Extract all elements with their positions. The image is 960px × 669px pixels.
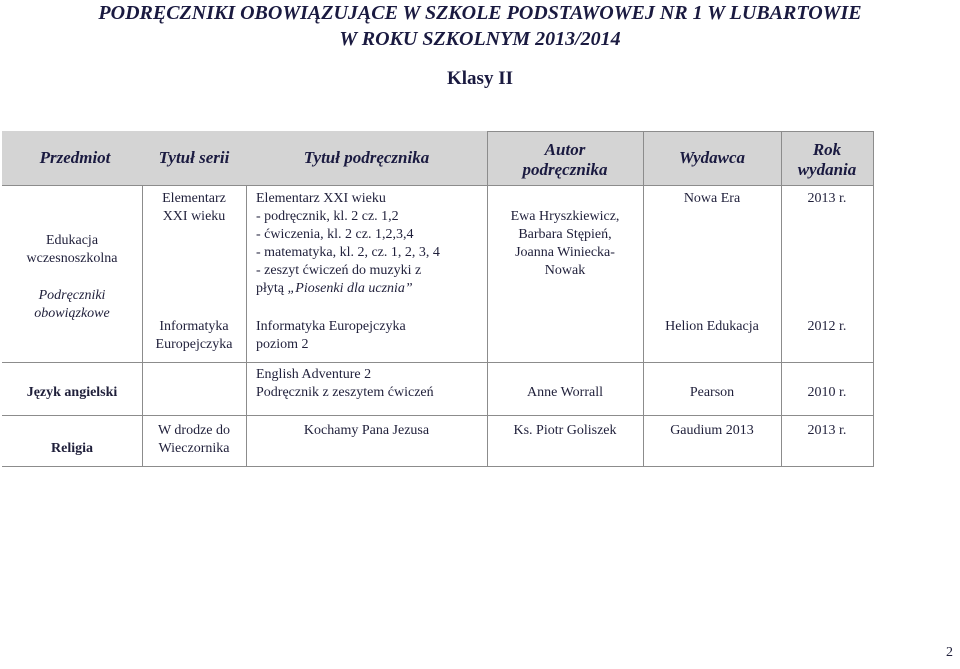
table-border	[643, 131, 644, 466]
book-line: - matematyka, kl. 2, cz. 1, 2, 3, 4	[256, 245, 440, 260]
book-line-prefix: płytą	[256, 281, 288, 296]
table-border	[487, 131, 488, 466]
series-line: Wieczornika	[158, 441, 230, 456]
series-line: XXI wieku	[162, 209, 226, 224]
header-author-line2: podręcznika	[522, 160, 608, 179]
author-english: Anne Worrall	[527, 385, 603, 400]
required-note	[2, 287, 142, 323]
note-line: Podręczniki	[38, 288, 106, 303]
author-line: Nowak	[544, 263, 586, 278]
header-year-line2: wydania	[797, 160, 857, 179]
header-book: Tytuł podręcznika	[303, 148, 430, 167]
table-border	[781, 131, 782, 466]
header-publisher: Wydawca	[678, 148, 746, 167]
document-title-year: W ROKU SZKOLNYM 2013/2014	[339, 28, 621, 50]
series-line: W drodze do	[157, 423, 231, 438]
series-line: Informatyka	[159, 319, 229, 334]
header-year-line1: Rok	[812, 140, 842, 159]
book-elementarz	[256, 190, 484, 298]
author-religion: Ks. Piotr Goliszek	[513, 423, 617, 438]
series-elementarz	[142, 190, 246, 226]
book-informatyka	[256, 318, 484, 354]
series-religion	[142, 422, 246, 458]
author-line: Joanna Winiecka-	[515, 245, 615, 260]
book-line: - zeszyt ćwiczeń do muzyki z	[256, 263, 422, 278]
book-line	[256, 280, 484, 298]
publisher-informatyka: Helion Edukacja	[665, 319, 759, 334]
subject-english: Język angielski	[26, 385, 118, 400]
book-line: Informatyka Europejczyka	[256, 319, 406, 334]
note-line: obowiązkowe	[34, 306, 110, 321]
book-line: poziom 2	[256, 337, 309, 352]
subject-religion: Religia	[51, 441, 93, 456]
year-religion: 2013 r.	[807, 423, 847, 438]
publisher-religion: Gaudium 2013	[670, 423, 754, 438]
series-line: Europejczyka	[155, 337, 233, 352]
year-elementarz: 2013 r.	[807, 191, 847, 206]
document-subtitle: Klasy II	[447, 68, 513, 89]
series-line: Elementarz	[162, 191, 226, 206]
table-border	[2, 185, 874, 186]
book-line: - podręcznik, kl. 2 cz. 1,2	[256, 209, 399, 224]
header-author-line1: Autor	[544, 140, 586, 159]
book-religion: Kochamy Pana Jezusa	[303, 423, 430, 438]
author-line: Barbara Stępień,	[518, 227, 612, 242]
document-title: PODRĘCZNIKI OBOWIĄZUJĄCE W SZKOLE PODSTAWOWEJ NR 1 W LUBARTOWIE	[98, 2, 862, 24]
year-informatyka: 2012 r.	[807, 319, 847, 334]
series-informatyka	[142, 318, 246, 354]
author-elementarz	[487, 208, 643, 280]
subject-line: wczesnoszkolna	[26, 251, 118, 266]
book-english	[256, 366, 484, 402]
header-series: Tytuł serii	[158, 148, 230, 167]
publisher-english: Pearson	[689, 385, 735, 400]
publisher-elementarz: Nowa Era	[683, 191, 741, 206]
page-number: 2	[946, 645, 953, 660]
book-line-italic: „Piosenki dla ucznia”	[287, 281, 413, 296]
subject-early-education	[2, 232, 142, 268]
book-line: - ćwiczenia, kl. 2 cz. 1,2,3,4	[256, 227, 414, 242]
table-border	[487, 131, 874, 132]
book-line: Podręcznik z zeszytem ćwiczeń	[256, 385, 434, 400]
table-border	[2, 466, 874, 467]
book-line: English Adventure 2	[256, 367, 372, 382]
author-line: Ewa Hryszkiewicz,	[510, 209, 620, 224]
header-subject: Przedmiot	[39, 148, 111, 167]
table-border	[2, 362, 874, 363]
subject-line: Edukacja	[45, 233, 99, 248]
year-english: 2010 r.	[807, 385, 847, 400]
book-line: Elementarz XXI wieku	[256, 191, 386, 206]
table-border	[2, 415, 874, 416]
table-border	[873, 131, 874, 466]
